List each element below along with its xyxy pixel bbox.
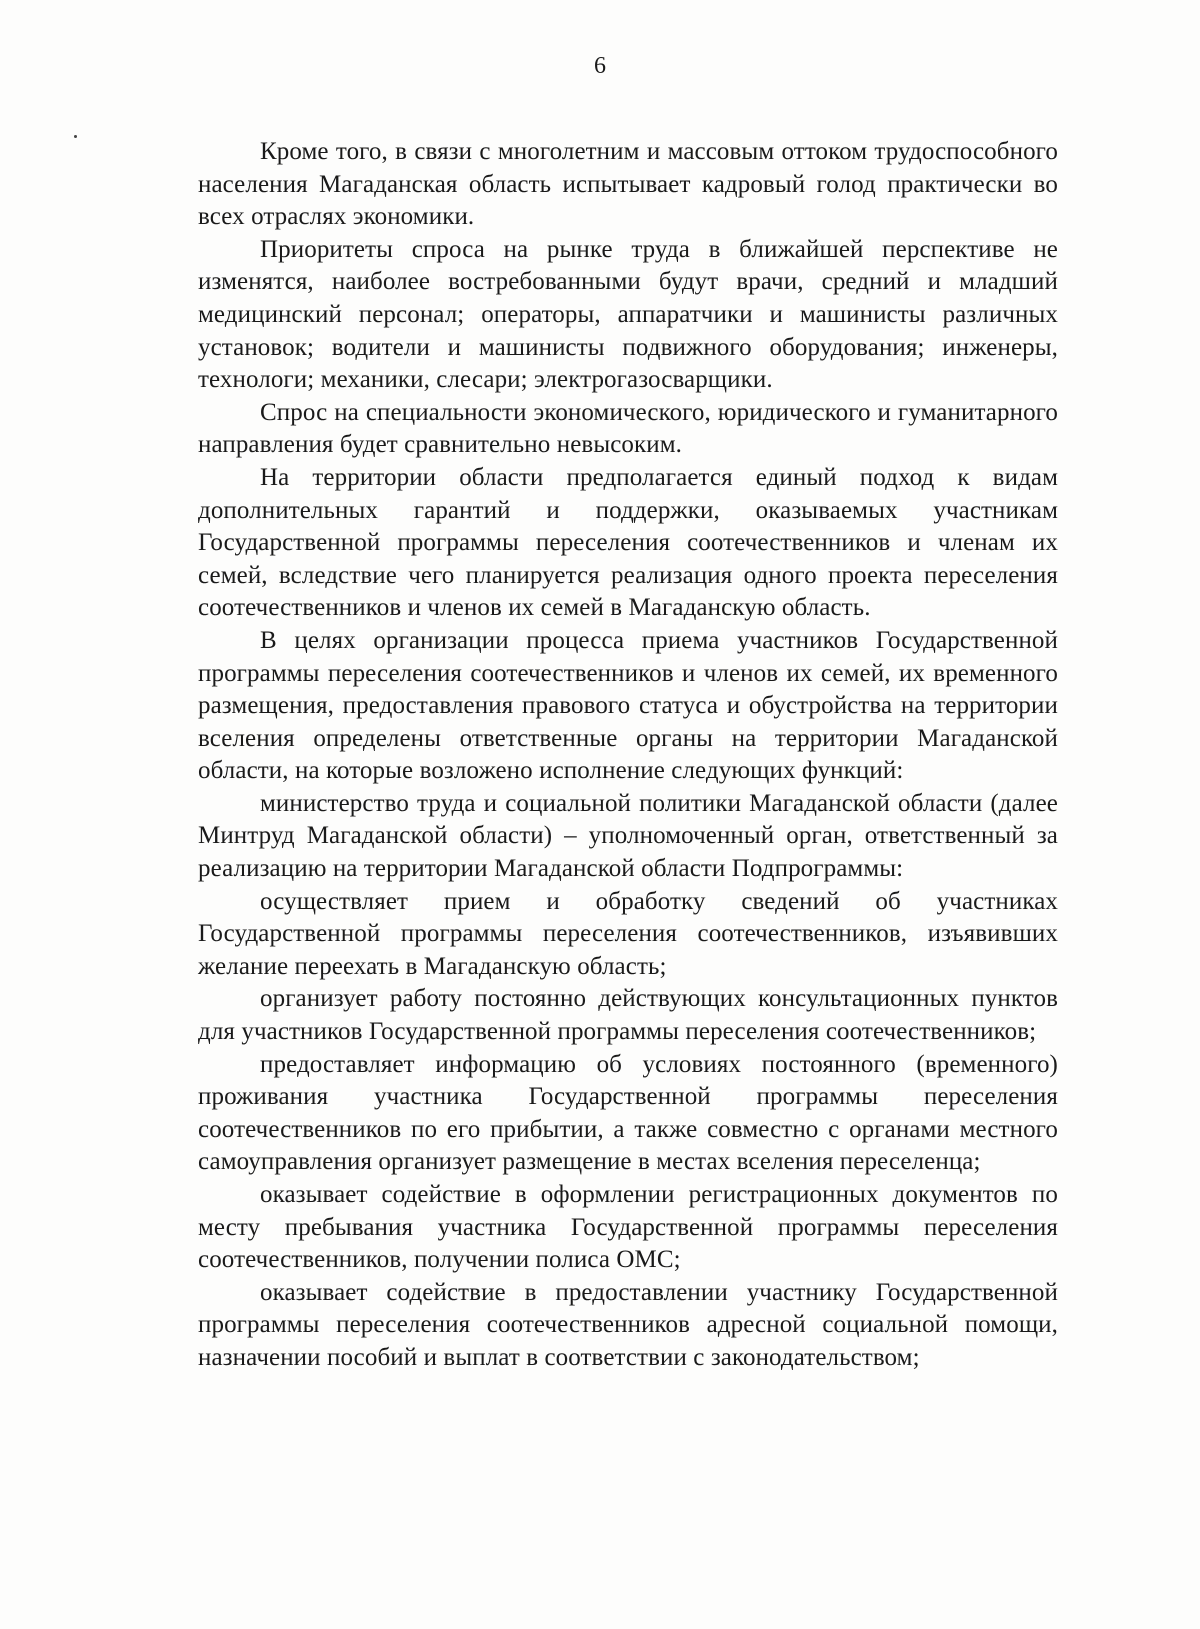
paragraph-11: оказывает содействие в предоставлении участнику Государственной программы переселения соотечественников адресной социальной помощи, назначении пособий и выплат в соответствии с законодательством; xyxy=(198,1278,1058,1371)
paragraph-8: организует работу постоянно действующих консультационных пунктов для участников Государственной программы переселения соотечественников; xyxy=(198,985,1058,1046)
paragraph-6: министерство труда и социальной политики Магаданской области (далее Минтруд Магаданской области) – уполномоченный орган, ответственный за реализацию на территории Магаданской области Подпрограммы: xyxy=(198,789,1058,883)
paragraph-2: Приоритеты спроса на рынке труда в ближайшей перспективе не изменятся, наиболее востребованными будут врачи, средний и младший медицинский персонал; операторы, аппаратчики и машинисты различных установок; водители и машинисты подвижного оборудования; инженеры, технологи; механики, слесари; электрогазосварщики. xyxy=(198,235,1058,394)
paragraph-10: оказывает содействие в оформлении регистрационных документов по месту пребывания участника Государственной программы переселения соотечественников, получении полиса ОМС; xyxy=(198,1181,1058,1274)
paragraph-3: Спрос на специальности экономического, юридического и гуманитарного направления будет сравнительно невысоким. xyxy=(198,398,1058,459)
paragraph-4: На территории области предполагается единый подход к видам дополнительных гарантий и поддержки, оказываемых участникам Государственной программы переселения соотечественников и членам их семей, вследствие чего планируется реализация одного проекта переселения соотечественников и членов их семей в Магаданскую область. xyxy=(198,463,1058,622)
document-body xyxy=(198,136,1058,1375)
paragraph-9: предоставляет информацию об условиях постоянного (временного) проживания участника Государственной программы переселения соотечественников по его прибытии, а также совместно с органами местного самоуправления организует размещение в местах вселения переселенца; xyxy=(198,1050,1058,1176)
paragraph-1: Кроме того, в связи с многолетним и массовым оттоком трудоспособного населения Магаданская область испытывает кадровый голод практически во всех отраслях экономики. xyxy=(198,138,1058,231)
scan-speck xyxy=(74,135,77,138)
paragraph-5: В целях организации процесса приема участников Государственной программы переселения соотечественников и членов их семей, их временного размещения, предоставления правового статуса и обустройства на территории вселения определены ответственные органы на территории Магаданской области, на которые возложено исполнение следующих функций: xyxy=(198,626,1058,785)
paragraph-7: осуществляет прием и обработку сведений об участниках Государственной программы переселения соотечественников, изъявивших желание переехать в Магаданскую область; xyxy=(198,887,1058,980)
page-number: 6 xyxy=(594,53,606,79)
